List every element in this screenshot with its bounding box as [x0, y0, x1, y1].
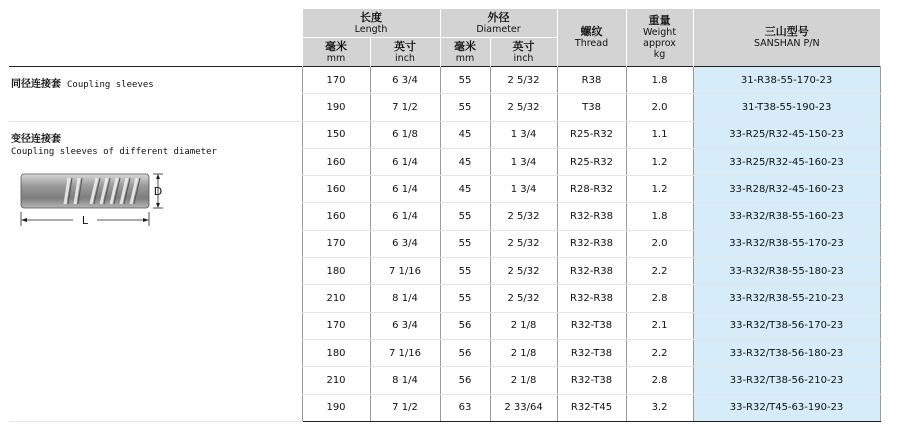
coupling-spec-table [9, 9, 881, 422]
header-blank [9, 9, 302, 38]
diameter-inch: 2 1/8 [490, 312, 557, 339]
weight: 2.1 [626, 312, 693, 339]
diameter-mm: 45 [440, 121, 490, 148]
diameter-inch: 2 5/32 [490, 285, 557, 312]
part-number: 31-R38-55-170-23 [693, 67, 880, 94]
section-label-same-diameter: 同径连接套 Coupling sleeves [9, 67, 302, 122]
length-inch: 7 1/16 [370, 258, 440, 285]
header-diameter-mm: 毫米 mm [440, 38, 490, 67]
thread: T38 [557, 94, 626, 121]
length-mm: 160 [302, 176, 370, 203]
length-mm: 190 [302, 94, 370, 121]
thread: R25-R32 [557, 121, 626, 148]
weight: 2.8 [626, 367, 693, 394]
diameter-inch: 1 3/4 [490, 176, 557, 203]
diameter-inch: 2 1/8 [490, 367, 557, 394]
length-inch: 6 1/8 [370, 121, 440, 148]
thread: R32-R38 [557, 203, 626, 230]
part-number: 33-R32/R38-55-210-23 [693, 285, 880, 312]
weight: 3.2 [626, 394, 693, 421]
header-blank-2 [9, 38, 302, 67]
length-inch: 8 1/4 [370, 285, 440, 312]
diameter-mm: 55 [440, 94, 490, 121]
part-number: 33-R25/R32-45-150-23 [693, 121, 880, 148]
weight: 1.8 [626, 203, 693, 230]
header-length-inch: 英寸 inch [370, 38, 440, 67]
diameter-inch: 1 3/4 [490, 121, 557, 148]
diameter-inch: 2 1/8 [490, 339, 557, 366]
length-inch: 7 1/16 [370, 339, 440, 366]
length-inch: 6 3/4 [370, 67, 440, 94]
length-inch: 6 1/4 [370, 203, 440, 230]
part-number: 33-R32/R38-55-170-23 [693, 230, 880, 257]
thread: R32-T38 [557, 312, 626, 339]
thread: R32-R38 [557, 285, 626, 312]
diameter-mm: 45 [440, 148, 490, 175]
length-mm: 160 [302, 148, 370, 175]
header-thread: 螺纹 Thread [557, 9, 626, 67]
length-dimension-label: L [81, 213, 89, 227]
section-label-different-diameter: 变径连接套 Coupling sleeves of different diameter D L [9, 121, 302, 421]
length-inch: 7 1/2 [370, 94, 440, 121]
diameter-mm: 56 [440, 312, 490, 339]
thread: R28-R32 [557, 176, 626, 203]
thread: R32-R38 [557, 230, 626, 257]
part-number: 33-R25/R32-45-160-23 [693, 148, 880, 175]
length-mm: 160 [302, 203, 370, 230]
diameter-inch: 2 33/64 [490, 394, 557, 421]
part-number: 31-T38-55-190-23 [693, 94, 880, 121]
coupling-drawing [17, 170, 167, 232]
diameter-mm: 55 [440, 285, 490, 312]
table-row [9, 121, 880, 148]
part-number: 33-R32/T38-56-170-23 [693, 312, 880, 339]
diameter-inch: 2 5/32 [490, 67, 557, 94]
weight: 1.2 [626, 176, 693, 203]
diameter-mm: 56 [440, 367, 490, 394]
header-diameter: 外径 Diameter [440, 9, 557, 38]
length-mm: 170 [302, 67, 370, 94]
length-mm: 190 [302, 394, 370, 421]
weight: 2.2 [626, 258, 693, 285]
length-inch: 6 1/4 [370, 176, 440, 203]
thread: R32-T38 [557, 339, 626, 366]
length-inch: 6 1/4 [370, 148, 440, 175]
part-number: 33-R32/R38-55-160-23 [693, 203, 880, 230]
part-number: 33-R32/T38-56-180-23 [693, 339, 880, 366]
part-number: 33-R32/T38-56-210-23 [693, 367, 880, 394]
length-mm: 210 [302, 367, 370, 394]
diameter-mm: 55 [440, 258, 490, 285]
part-number: 33-R28/R32-45-160-23 [693, 176, 880, 203]
diameter-mm: 55 [440, 67, 490, 94]
length-mm: 170 [302, 230, 370, 257]
weight: 1.2 [626, 148, 693, 175]
diameter-mm: 55 [440, 230, 490, 257]
length-mm: 170 [302, 312, 370, 339]
length-mm: 180 [302, 339, 370, 366]
diameter-mm: 55 [440, 203, 490, 230]
diameter-inch: 2 5/32 [490, 94, 557, 121]
diameter-inch: 2 5/32 [490, 230, 557, 257]
diameter-inch: 1 3/4 [490, 148, 557, 175]
length-inch: 7 1/2 [370, 394, 440, 421]
header-diameter-inch: 英寸 inch [490, 38, 557, 67]
diameter-mm: 45 [440, 176, 490, 203]
weight: 2.0 [626, 230, 693, 257]
weight: 2.8 [626, 285, 693, 312]
header-weight: 重量 Weight approx kg [626, 9, 693, 67]
part-number: 33-R32/T45-63-190-23 [693, 394, 880, 421]
length-mm: 210 [302, 285, 370, 312]
length-inch: 6 3/4 [370, 312, 440, 339]
thread: R38 [557, 67, 626, 94]
thread: R32-T45 [557, 394, 626, 421]
diameter-dimension-label: D [153, 184, 163, 198]
weight: 2.2 [626, 339, 693, 366]
weight: 1.1 [626, 121, 693, 148]
length-mm: 180 [302, 258, 370, 285]
weight: 1.8 [626, 67, 693, 94]
diameter-inch: 2 5/32 [490, 203, 557, 230]
diameter-mm: 56 [440, 339, 490, 366]
length-inch: 6 3/4 [370, 230, 440, 257]
thread: R25-R32 [557, 148, 626, 175]
weight: 2.0 [626, 94, 693, 121]
header-part-number: 三山型号 SANSHAN P/N [693, 9, 880, 67]
header-length: 长度 Length [302, 9, 440, 38]
diameter-inch: 2 5/32 [490, 258, 557, 285]
header-length-mm: 毫米 mm [302, 38, 370, 67]
thread: R32-T38 [557, 367, 626, 394]
table-row [9, 67, 880, 94]
length-mm: 150 [302, 121, 370, 148]
thread: R32-R38 [557, 258, 626, 285]
length-inch: 8 1/4 [370, 367, 440, 394]
part-number: 33-R32/R38-55-180-23 [693, 258, 880, 285]
diameter-mm: 63 [440, 394, 490, 421]
